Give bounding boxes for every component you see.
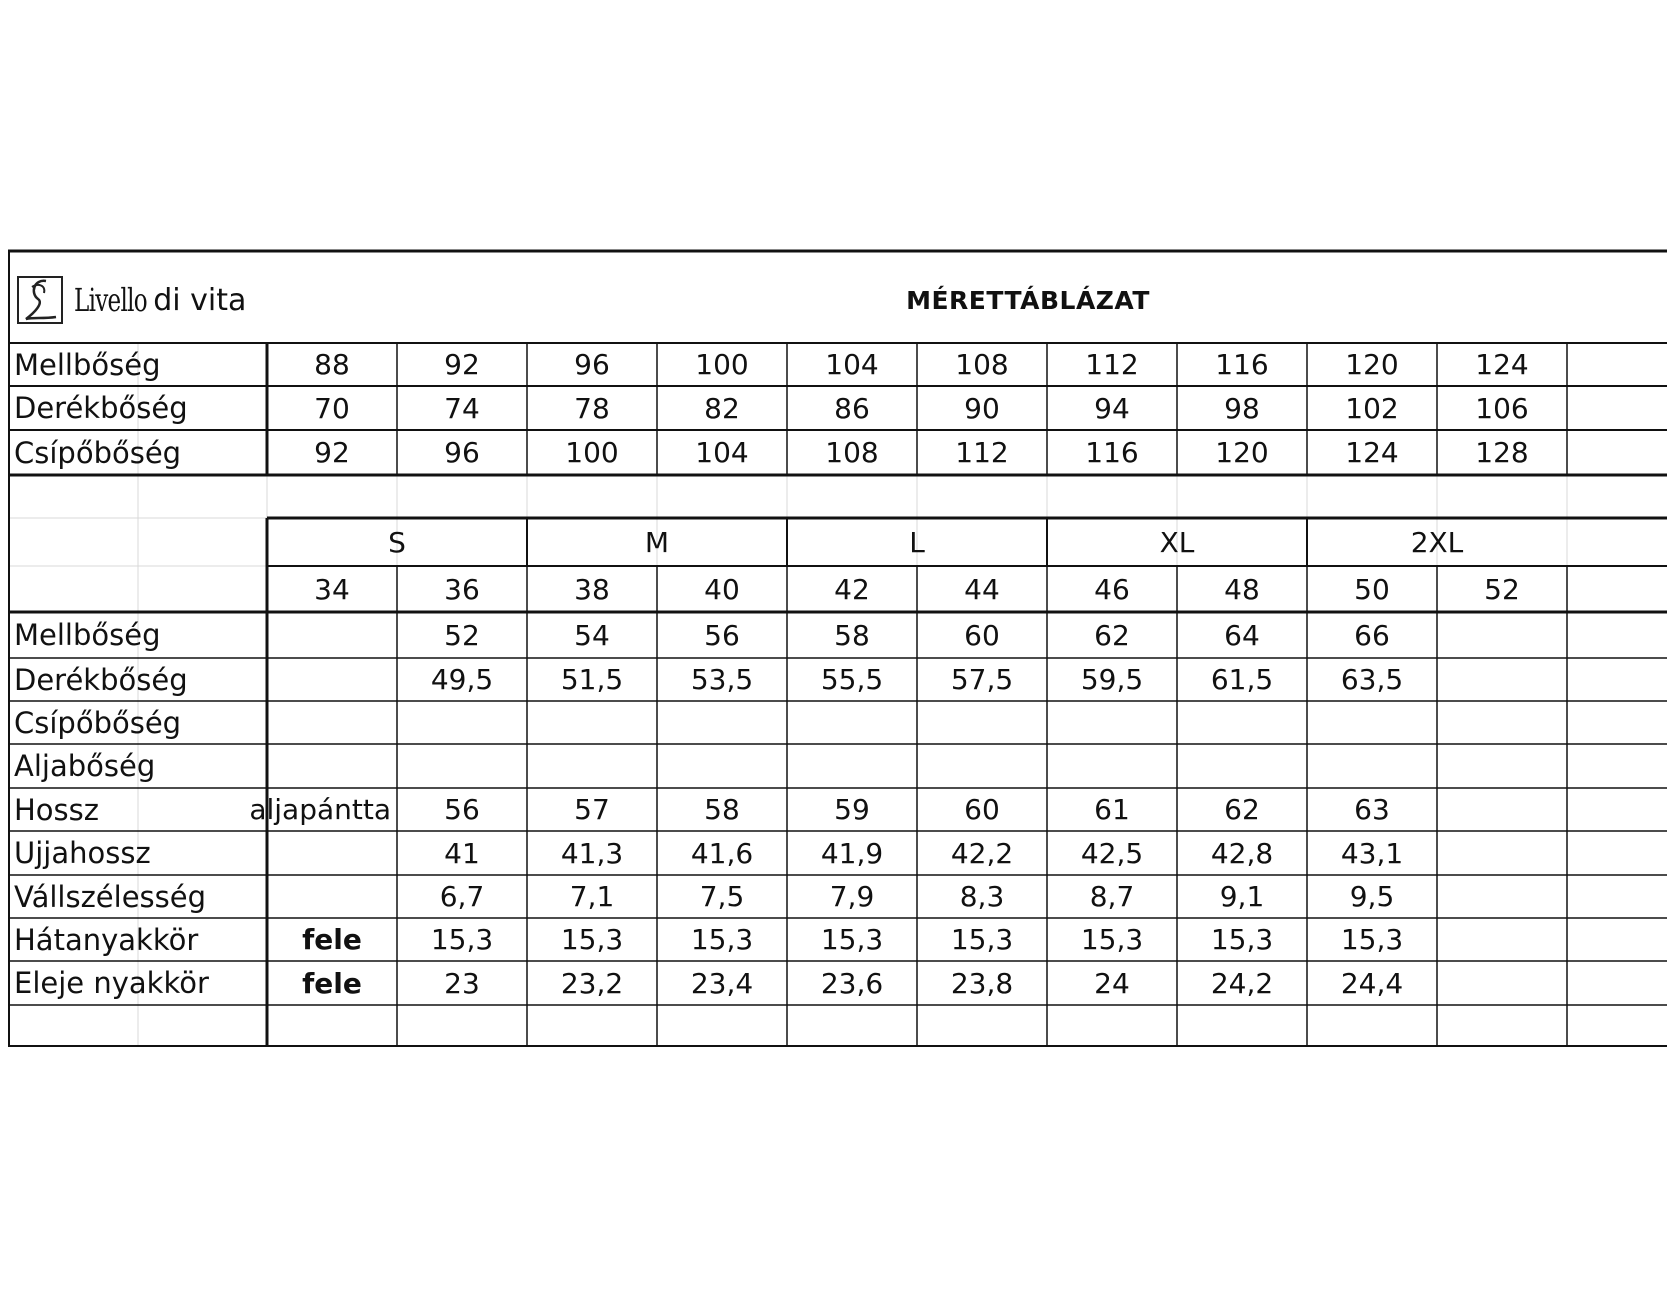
number-size-header: 44	[964, 572, 1000, 606]
garment-size-cell: 6,7	[439, 880, 485, 913]
number-size-header: 48	[1224, 572, 1260, 606]
number-size-header: 50	[1354, 572, 1390, 606]
body-size-cell: 82	[704, 391, 740, 425]
garment-size-cell	[1047, 744, 1177, 788]
body-size-cell: 106	[1475, 391, 1529, 425]
garment-size-cell	[1437, 658, 1567, 701]
garment-size-cell: 23,8	[950, 966, 1014, 1000]
garment-size-cell	[1437, 788, 1567, 831]
garment-size-cell: 15,3	[560, 923, 624, 956]
body-size-cell: 116	[1215, 348, 1269, 381]
garment-size-cell: 60	[964, 618, 1000, 652]
garment-size-cell: 41,9	[820, 836, 884, 870]
number-size-header: 34	[314, 572, 350, 606]
number-size-header: 52	[1484, 572, 1520, 606]
garment-size-cell	[527, 744, 657, 788]
body-size-cell: 96	[444, 436, 480, 469]
row-label: Derékbőség	[14, 391, 188, 425]
garment-size-cell: 41	[444, 836, 480, 870]
row-label: Csípőbőség	[14, 435, 182, 470]
garment-size-cell: 63	[1354, 793, 1390, 826]
garment-size-cell: 54	[574, 618, 610, 652]
body-size-cell: 94	[1094, 391, 1130, 425]
garment-size-cell	[917, 701, 1047, 744]
letter-size-header: S	[388, 525, 406, 559]
garment-size-cell: 57	[574, 793, 610, 826]
garment-size-cell: 58	[704, 793, 740, 826]
garment-size-cell: 24,2	[1210, 966, 1274, 1000]
number-size-header: 38	[574, 572, 610, 606]
garment-size-cell	[657, 744, 787, 788]
garment-size-cell: fele	[302, 966, 362, 1000]
garment-size-cell: 62	[1094, 618, 1130, 652]
garment-size-cell: 61	[1094, 793, 1130, 826]
number-size-header: 40	[704, 572, 740, 606]
garment-size-cell: 42,2	[950, 836, 1014, 870]
garment-size-cell	[1437, 744, 1567, 788]
garment-size-cell: 9,5	[1349, 880, 1395, 913]
number-size-header: 42	[834, 572, 870, 606]
brand-subtitle: di vita	[153, 282, 247, 318]
garment-size-cell: 59,5	[1080, 663, 1144, 696]
garment-size-cell	[1047, 701, 1177, 744]
row-label: Mellbőség	[14, 347, 161, 382]
garment-size-cell: 63,5	[1340, 663, 1404, 696]
garment-size-cell	[1437, 612, 1567, 658]
body-size-cell: 112	[955, 436, 1009, 469]
garment-size-cell: 23,4	[690, 966, 754, 1000]
garment-size-cell: 62	[1224, 793, 1260, 826]
garment-size-cell	[397, 701, 527, 744]
garment-size-cell: 15,3	[690, 923, 754, 956]
garment-size-cell: 56	[444, 793, 480, 826]
garment-size-cell: 7,5	[699, 880, 745, 913]
garment-size-cell: 8,3	[959, 880, 1005, 913]
letter-size-header: L	[909, 525, 925, 559]
row-label: Hossz	[14, 792, 99, 827]
garment-size-cell: 58	[834, 618, 870, 652]
garment-size-cell	[1437, 918, 1567, 961]
garment-size-cell	[1307, 744, 1437, 788]
body-size-cell: 102	[1345, 391, 1399, 425]
garment-size-cell: 51,5	[560, 663, 624, 696]
garment-size-cell: 66	[1354, 618, 1390, 652]
garment-size-cell: 41,3	[560, 836, 624, 870]
garment-size-cell: 23,6	[820, 966, 884, 1000]
body-size-cell: 98	[1224, 391, 1260, 425]
body-size-cell: 96	[574, 348, 610, 381]
brand-logo	[16, 264, 246, 336]
garment-size-cell	[1437, 701, 1567, 744]
row-label: Hátanyakkör	[14, 922, 199, 957]
brand-name: Livello	[74, 281, 147, 319]
body-size-cell: 104	[695, 436, 749, 469]
garment-size-cell: 59	[834, 793, 870, 826]
garment-size-cell: fele	[302, 923, 362, 956]
row-label: Vállszélesség	[14, 879, 207, 914]
letter-size-header: 2XL	[1410, 525, 1464, 559]
garment-size-cell: 15,3	[1340, 923, 1404, 956]
body-size-cell: 124	[1475, 348, 1529, 381]
body-size-cell: 124	[1345, 436, 1399, 469]
garment-size-cell	[1437, 961, 1567, 1005]
letter-size-header: M	[644, 525, 670, 559]
garment-size-cell: 49,5	[430, 663, 494, 696]
garment-size-cell: 7,1	[569, 880, 615, 913]
body-size-cell: 120	[1345, 348, 1399, 381]
garment-size-cell	[267, 612, 397, 658]
garment-size-cell: 23	[444, 966, 480, 1000]
number-size-header: 46	[1094, 572, 1130, 606]
number-size-header: 36	[444, 572, 480, 606]
row-label: Eleje nyakkör	[14, 966, 209, 1000]
body-size-cell: 70	[314, 391, 350, 425]
body-size-cell: 112	[1085, 348, 1139, 381]
garment-size-cell	[267, 701, 397, 744]
body-size-cell: 104	[825, 348, 879, 381]
garment-size-cell: 56	[704, 618, 740, 652]
garment-size-cell: 15,3	[430, 923, 494, 956]
garment-size-cell: 60	[964, 793, 1000, 826]
garment-size-cell: 64	[1224, 618, 1260, 652]
garment-size-cell: 15,3	[820, 923, 884, 956]
garment-size-cell	[787, 701, 917, 744]
body-size-cell: 116	[1085, 436, 1139, 469]
garment-size-cell: 41,6	[690, 836, 754, 870]
garment-size-cell	[267, 744, 397, 788]
size-chart-sheet	[8, 250, 1667, 1053]
garment-size-cell	[267, 658, 397, 701]
body-size-cell: 86	[834, 391, 870, 425]
row-label: Mellbőség	[14, 618, 161, 652]
body-size-cell: 108	[955, 348, 1009, 381]
garment-size-cell: 15,3	[1080, 923, 1144, 956]
garment-size-cell: 57,5	[950, 663, 1014, 696]
garment-size-cell: 61,5	[1210, 663, 1274, 696]
body-size-cell: 88	[314, 348, 350, 381]
letter-size-header: XL	[1159, 525, 1195, 559]
garment-size-cell: 42,8	[1210, 836, 1274, 870]
garment-size-cell: 52	[444, 618, 480, 652]
brand-monogram-icon	[16, 273, 64, 327]
garment-size-cell: 8,7	[1089, 880, 1135, 913]
body-size-cell: 120	[1215, 436, 1269, 469]
garment-size-cell: 53,5	[690, 663, 754, 696]
garment-size-cell: 24,4	[1340, 966, 1404, 1000]
body-size-cell: 100	[565, 436, 619, 469]
garment-size-cell: 42,5	[1080, 836, 1144, 870]
body-size-cell: 92	[314, 436, 350, 469]
body-size-cell: 100	[695, 348, 749, 381]
garment-size-cell	[267, 875, 397, 918]
garment-size-cell	[1437, 831, 1567, 875]
garment-size-cell: 43,1	[1340, 836, 1404, 870]
garment-size-cell: aljapántta	[249, 793, 391, 826]
garment-size-cell: 9,1	[1219, 880, 1265, 913]
row-label: Aljabőség	[14, 749, 156, 783]
garment-size-cell: 7,9	[829, 880, 875, 913]
garment-size-cell	[527, 701, 657, 744]
garment-size-cell: 23,2	[560, 966, 624, 1000]
garment-size-cell	[917, 744, 1047, 788]
body-size-cell: 90	[964, 391, 1000, 425]
body-size-cell: 74	[444, 391, 480, 425]
row-label: Ujjahossz	[14, 836, 151, 870]
body-size-cell: 108	[825, 436, 879, 469]
garment-size-cell: 55,5	[820, 663, 884, 696]
garment-size-cell	[657, 701, 787, 744]
body-size-cell: 78	[574, 391, 610, 425]
garment-size-cell	[1307, 701, 1437, 744]
body-size-cell: 128	[1475, 436, 1529, 469]
garment-size-cell	[787, 744, 917, 788]
garment-size-cell	[267, 831, 397, 875]
garment-size-cell	[1177, 744, 1307, 788]
page-title: MÉRETTÁBLÁZAT	[906, 285, 1150, 315]
row-label: Csípőbőség	[14, 705, 182, 740]
garment-size-cell	[1437, 875, 1567, 918]
garment-size-cell	[1177, 701, 1307, 744]
row-label: Derékbőség	[14, 662, 188, 697]
garment-size-cell	[397, 744, 527, 788]
garment-size-cell: 15,3	[1210, 923, 1274, 956]
body-size-cell: 92	[444, 348, 480, 381]
garment-size-cell: 24	[1094, 966, 1130, 1000]
garment-size-cell: 15,3	[950, 923, 1014, 956]
